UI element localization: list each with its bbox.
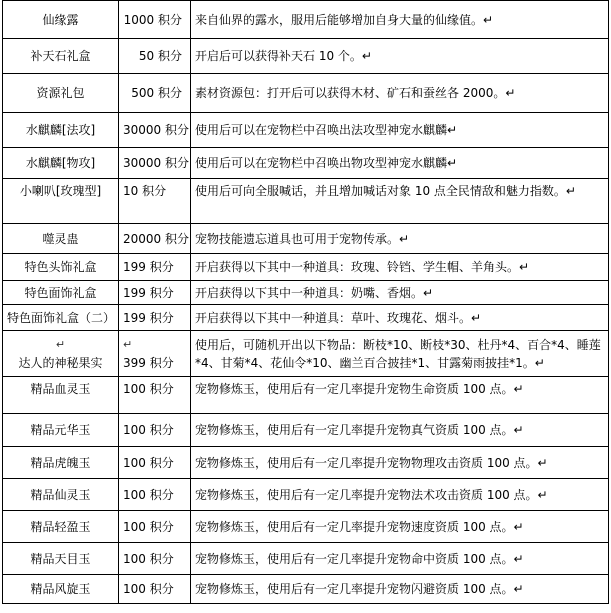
item-name: 精品虎魄玉 xyxy=(3,447,119,479)
item-desc: 使用后可以在宠物栏中召唤出法攻型神宠水麒麟↵ xyxy=(191,113,609,148)
item-name: 精品天目玉 xyxy=(3,543,119,575)
item-desc: 开启获得以下其中一种道具：草叶、玫瑰花、烟斗。↵ xyxy=(191,305,609,331)
item-cost: 30000 积分 xyxy=(119,148,191,179)
item-desc: 宠物修炼玉，使用后有一定几率提升宠物命中资质 100 点。↵ xyxy=(191,543,609,575)
table-row xyxy=(3,1,609,39)
item-table-document xyxy=(2,0,609,604)
table-row xyxy=(3,281,609,305)
item-desc: 宠物技能遗忘道具也可用于宠物传承。↵ xyxy=(191,224,609,254)
item-desc: 开启获得以下其中一种道具：奶嘴、香烟。↵ xyxy=(191,281,609,305)
item-name-text: 达人的神秘果实 xyxy=(18,355,103,370)
table-row xyxy=(3,224,609,254)
item-name: 精品风旋玉 xyxy=(3,575,119,604)
item-desc: 使用后可以在宠物栏中召唤出物攻型神宠水麒麟↵ xyxy=(191,148,609,179)
paragraph-mark: ↵ xyxy=(55,337,66,351)
item-desc: 来自仙界的露水，服用后能够增加自身大量的仙缘值。↵ xyxy=(191,1,609,39)
table-row xyxy=(3,148,609,179)
item-cost-text: 399 积分 xyxy=(123,355,174,370)
table-row xyxy=(3,39,609,74)
item-cost: 20000 积分 xyxy=(119,224,191,254)
item-name: 补天石礼盒 xyxy=(3,39,119,74)
item-name: 资源礼包 xyxy=(3,74,119,113)
table-row xyxy=(3,305,609,331)
table-row xyxy=(3,479,609,511)
item-desc: 素材资源包：打开后可以获得木材、矿石和蚕丝各 2000。↵ xyxy=(191,74,609,113)
table-row xyxy=(3,113,609,148)
item-desc: 使用后可向全服喊话，并且增加喊话对象 10 点全民情敌和魅力指数。↵ xyxy=(191,179,609,224)
table-row xyxy=(3,511,609,543)
item-name: 仙缘露 xyxy=(3,1,119,39)
item-cost: 100 积分 xyxy=(119,447,191,479)
table-row xyxy=(3,331,609,377)
item-cost: 100 积分 xyxy=(119,414,191,447)
item-name: 精品仙灵玉 xyxy=(3,479,119,511)
item-name: 特色面饰礼盒（二） xyxy=(3,305,119,331)
item-desc: 使用后，可随机开出以下物品：断枝*10、断枝*30、杜丹*4、百合*4、睡莲*4、甘菊*4、花仙令*10、幽兰百合披挂*1、甘露菊雨披挂*1。↵ xyxy=(191,331,609,377)
item-name: 精品血灵玉 xyxy=(3,377,119,414)
item-cost: 100 积分 xyxy=(119,479,191,511)
table-row xyxy=(3,254,609,281)
item-cost: 100 积分 xyxy=(119,575,191,604)
table-row xyxy=(3,575,609,604)
item-name: 精品轻盈玉 xyxy=(3,511,119,543)
table-row xyxy=(3,543,609,575)
table-row xyxy=(3,74,609,113)
item-cost xyxy=(119,331,191,377)
item-name: 精品元华玉 xyxy=(3,414,119,447)
item-desc: 宠物修炼玉，使用后有一定几率提升宠物真气资质 100 点。↵ xyxy=(191,414,609,447)
item-desc: 宠物修炼玉，使用后有一定几率提升宠物速度资质 100 点。↵ xyxy=(191,511,609,543)
item-name: 水麒麟[物攻] xyxy=(3,148,119,179)
item-desc: 宠物修炼玉，使用后有一定几率提升宠物生命资质 100 点。↵ xyxy=(191,377,609,414)
item-name: 水麒麟[法攻] xyxy=(3,113,119,148)
item-desc: 宠物修炼玉，使用后有一定几率提升宠物闪避资质 100 点。↵ xyxy=(191,575,609,604)
table-row xyxy=(3,377,609,414)
item-name: 特色头饰礼盒 xyxy=(3,254,119,281)
item-desc: 开启获得以下其中一种道具：玫瑰、铃铛、学生帽、羊角头。↵ xyxy=(191,254,609,281)
item-table xyxy=(2,0,609,604)
item-cost: 1000 积分 xyxy=(119,1,191,39)
item-desc: 开启后可以获得补天石 10 个。↵ xyxy=(191,39,609,74)
item-cost: 50 积分 xyxy=(119,39,191,74)
table-row xyxy=(3,179,609,224)
item-cost: 100 积分 xyxy=(119,543,191,575)
table-row xyxy=(3,414,609,447)
item-name: 特色面饰礼盒 xyxy=(3,281,119,305)
item-cost: 199 积分 xyxy=(119,305,191,331)
item-cost: 30000 积分 xyxy=(119,113,191,148)
item-cost: 199 积分 xyxy=(119,281,191,305)
item-cost: 100 积分 xyxy=(119,377,191,414)
item-cost: 100 积分 xyxy=(119,511,191,543)
item-cost: 500 积分 xyxy=(119,74,191,113)
item-name: 小喇叭[玫瑰型] xyxy=(3,179,119,224)
paragraph-mark: ↵ xyxy=(123,337,133,351)
item-name: 噬灵蛊 xyxy=(3,224,119,254)
item-desc: 宠物修炼玉，使用后有一定几率提升宠物物理攻击资质 100 点。↵ xyxy=(191,447,609,479)
item-cost: 199 积分 xyxy=(119,254,191,281)
item-cost: 10 积分 xyxy=(119,179,191,224)
item-name xyxy=(3,331,119,377)
item-desc: 宠物修炼玉，使用后有一定几率提升宠物法术攻击资质 100 点。↵ xyxy=(191,479,609,511)
table-row xyxy=(3,447,609,479)
